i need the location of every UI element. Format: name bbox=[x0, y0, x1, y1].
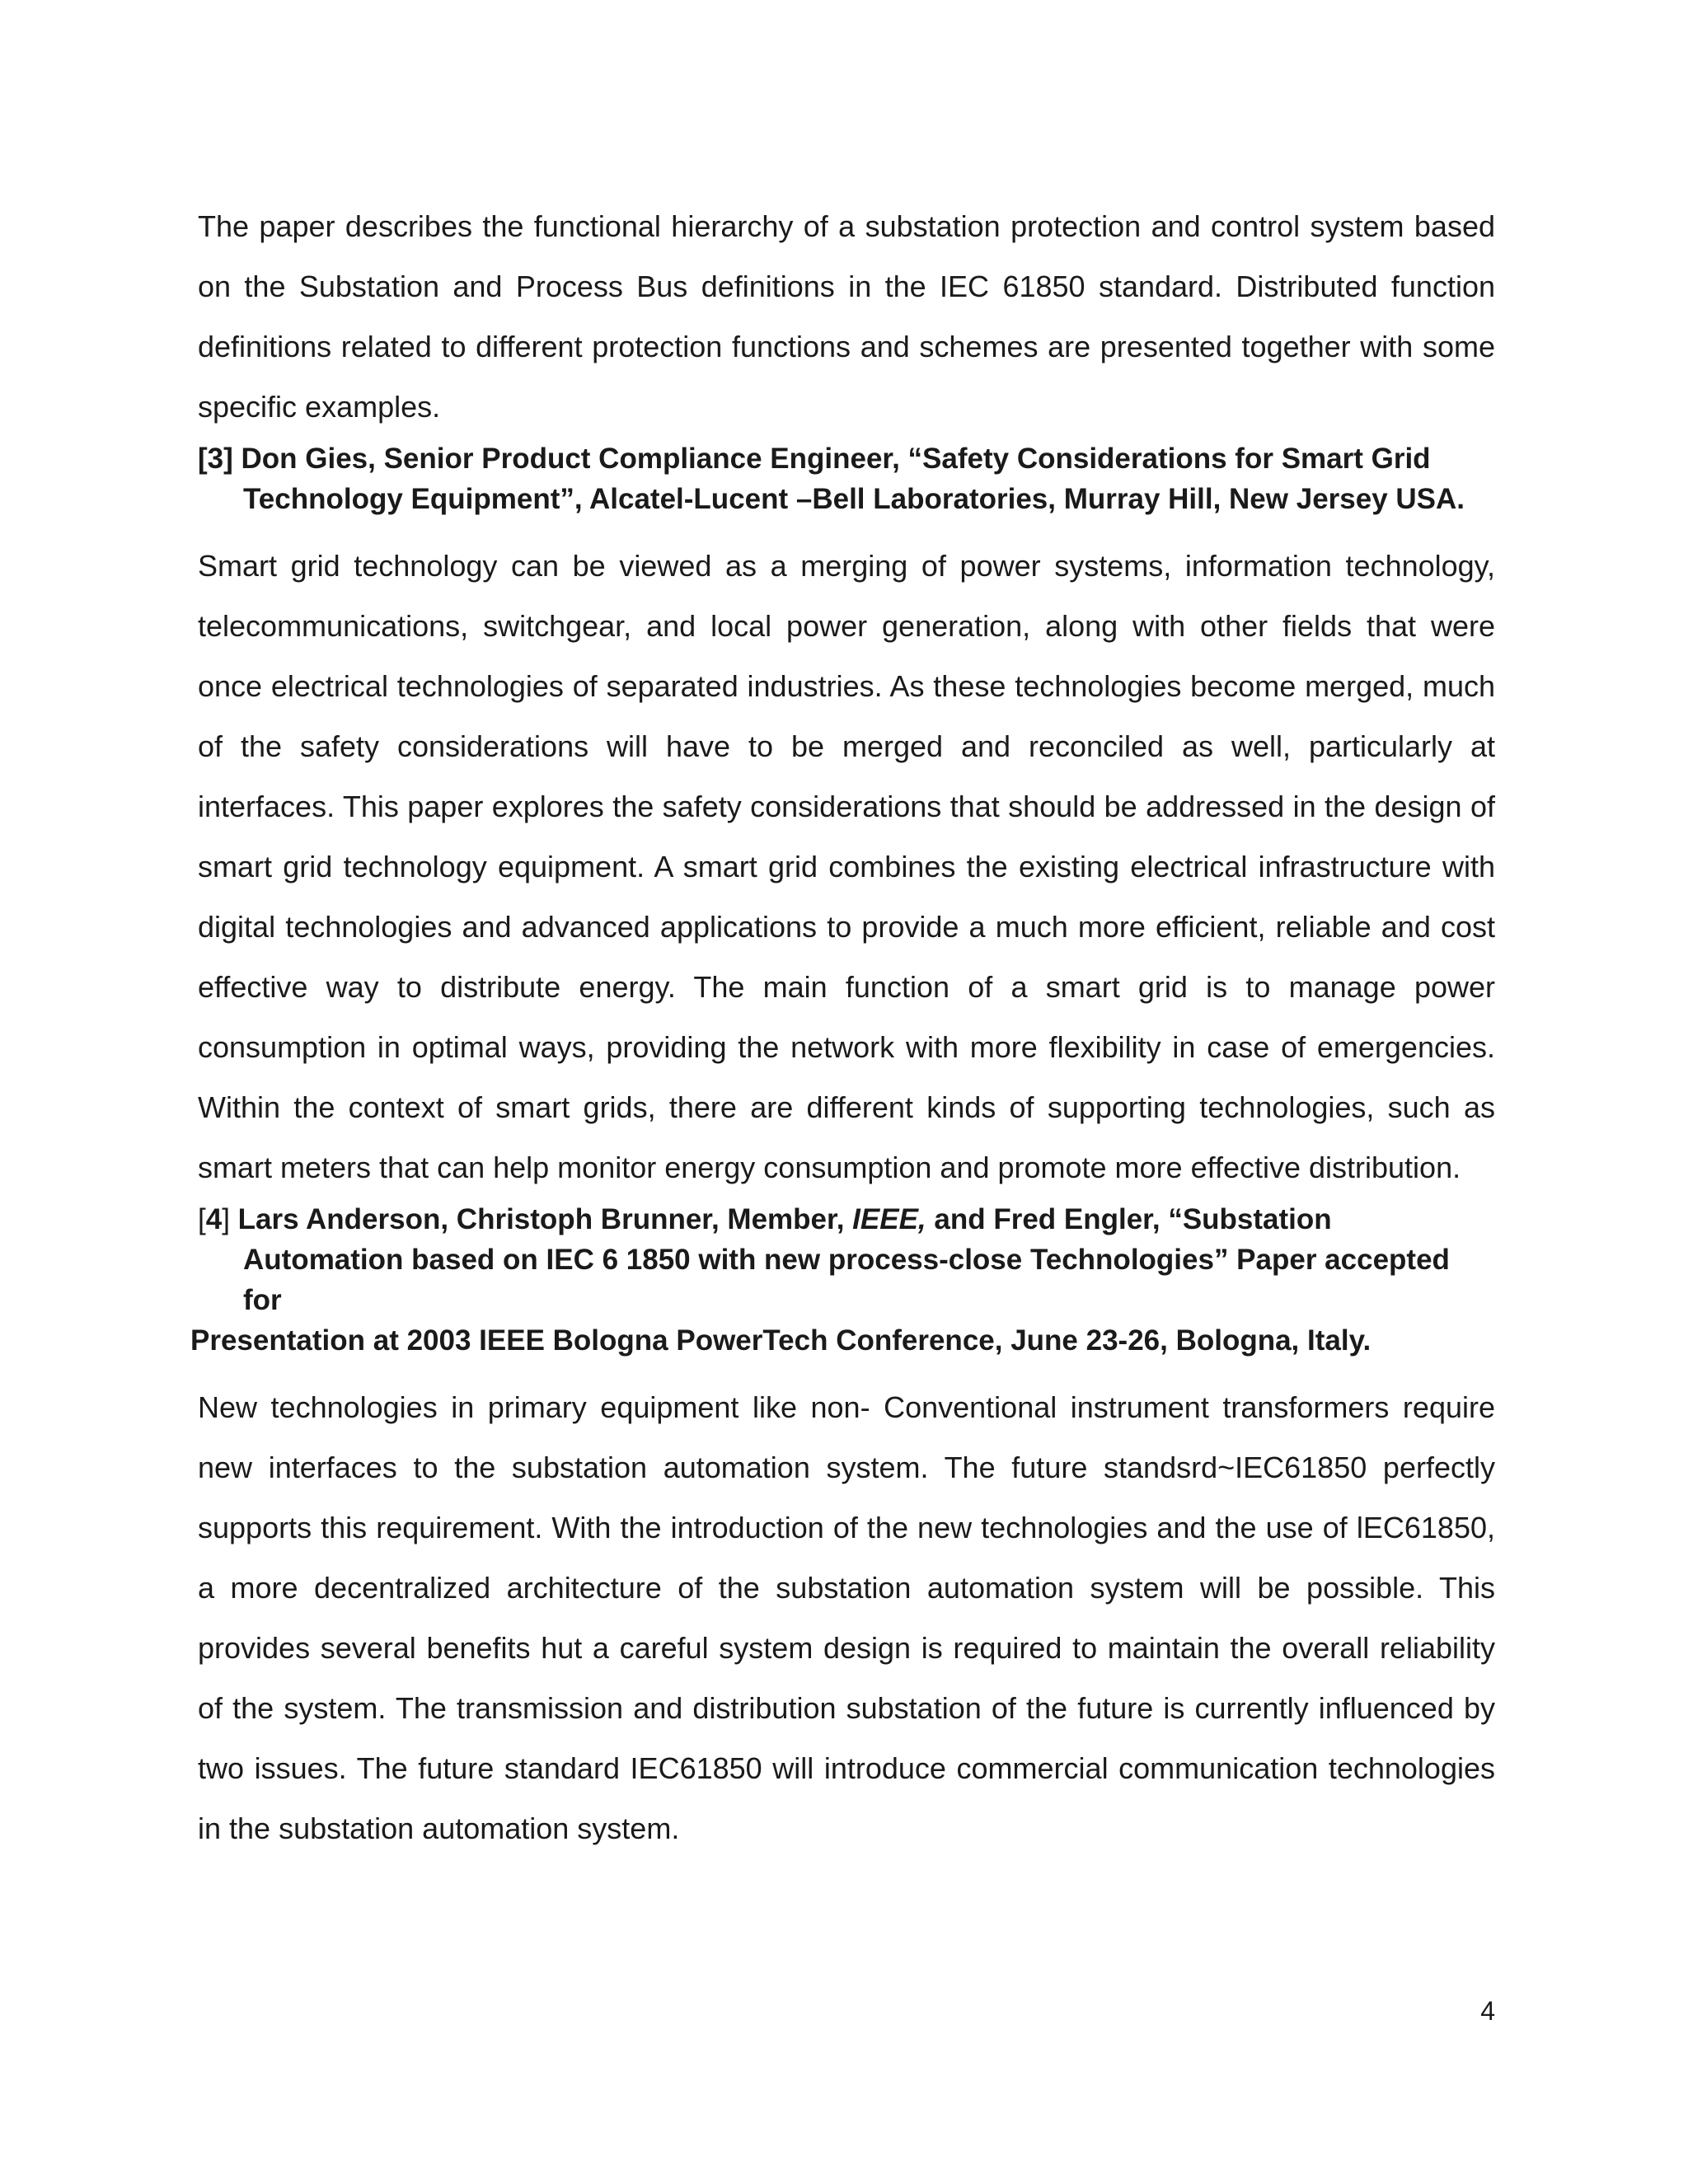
intro-paragraph: The paper describes the functional hierarchy of a substation protection and control system based on the Substation and Process Bus definitions in the IEC 61850 standard. Distributed function definitions related to different protection functions and schemes are presented together with some specific examples. bbox=[198, 209, 1495, 424]
page-number: 4 bbox=[1480, 1996, 1495, 2026]
ref4-venue: Presentation at 2003 IEEE Bologna PowerTech Conference, June 23-26, Bologna, Italy. bbox=[190, 1324, 1372, 1357]
ref4-close-bracket: ] bbox=[222, 1203, 230, 1235]
ref4-number: 4 bbox=[205, 1203, 223, 1235]
ref4-open-bracket: [ bbox=[198, 1203, 206, 1235]
reference-4-summary: New technologies in primary equipment like non- Conventional instrument transformers require new interfaces to the substation automation system. The future standsrd~IEC61850 perfectly supports this requirement. With the introduction of the new technologies and the use of lEC61850, a more decentralized architecture of the substation automation system will be possible. This provides several benefits hut a careful system design is required to maintain the overall reliability of the system. The transmission and distribution substation of the future is currently influenced by two issues. The future standard IEC61850 will introduce commercial communication technologies in the substation automation system. bbox=[198, 1390, 1495, 1845]
reference-3-summary: Smart grid technology can be viewed as a merging of power systems, information technology, telecommunications, switchgear, and local power generation, along with other fields that were once electrical technologies of separated industries. As these technologies become merged, much of the safety considerations will have to be merged and reconciled as well, particularly at interfaces. This paper explores the safety considerations that should be addressed in the design of smart grid technology equipment. A smart grid combines the existing electrical infrastructure with digital technologies and advanced applications to provide a much more efficient, reliable and cost effective way to distribute energy. The main function of a smart grid is to manage power consumption in optimal ways, providing the network with more flexibility in case of emergencies. Within the context of smart grids, there are different kinds of supporting technologies, such as smart meters that can help monitor energy consumption and promote more effective distribution. bbox=[198, 549, 1495, 1184]
ref4-title: and Fred Engler, “Substation Automation based on IEC 6 1850 with new process-close Technologies” Paper accepted for bbox=[243, 1203, 1450, 1316]
ref4-affiliation-italic: IEEE, bbox=[852, 1203, 926, 1235]
reference-3-heading: [3] Don Gies, Senior Product Compliance Engineer, “Safety Considerations for Smart Grid Technology Equipment”, Alcatel-Lucent –Bell Laboratories, Murray Hill, New Jersey USA. bbox=[198, 443, 1465, 515]
page-content bbox=[190, 196, 1495, 1858]
reference-4-heading bbox=[190, 1199, 1495, 1361]
ref4-authors: Lars Anderson, Christoph Brunner, Member, bbox=[229, 1203, 853, 1235]
